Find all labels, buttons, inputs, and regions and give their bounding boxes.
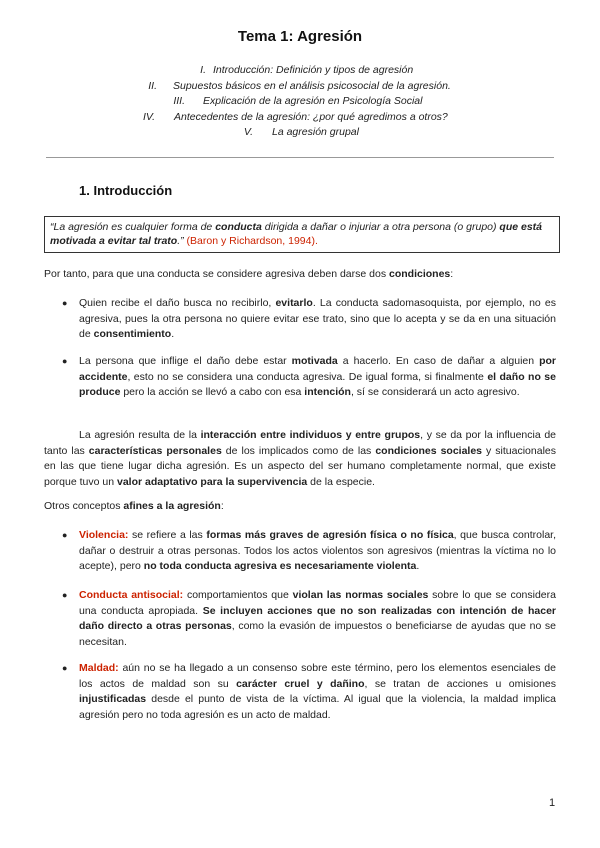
toc-item-number: III.	[173, 95, 185, 107]
bullet-conducta-antisocial: ● Conducta antisocial: comportamientos que violan las normas sociales sobre lo que se considera una conducta apropiada. Se incluyen acciones que no son realizadas con intención de hacer daño directo a otras personas, como la evasión de impuestos o beneficiarse de ayudas que no se necesitan.	[62, 589, 557, 648]
bullet-violencia: ● Violencia: se refiere a las formas más graves de agresión física o no física, que busca controlar, dañar o destruir a otras personas. Todos los actos violentos son agresivos (mientras la víctima no lo acepte), pero no toda conducta agresiva es necesariamente violenta.	[62, 529, 556, 572]
toc-item-number: II.	[148, 79, 157, 92]
term-label: Maldad:	[79, 662, 119, 674]
toc-item-number: V.	[243, 126, 253, 138]
bullet-motivation: ● La persona que inflige el daño debe estar motivada a hacerlo. En caso de dañar a alguien por accidente, esto no se considera una conducta agresiva. De igual forma, si finalmente el daño no se produce pero la acción se llevó a cabo con esa intención, sí se considerará un acto agresivo.	[62, 355, 556, 398]
toc-item-number: I.	[200, 64, 206, 76]
page-number: 1	[549, 797, 556, 809]
toc-item	[0, 63, 600, 79]
bullet-dot-icon: ●	[62, 356, 68, 366]
definition-quote-box: “La agresión es cualquier forma de conducta dirigida a dañar o injuriar a otra persona (o grupo) que está motivada a evitar tal trato.” (Baron y Richardson, 1994).	[44, 216, 560, 253]
bullet-dot-icon: ●	[62, 530, 68, 540]
toc-item-text: Supuestos básicos en el análisis psicosocial de la agresión.	[173, 79, 451, 92]
toc-item-text: Explicación de la agresión en Psicología Social	[203, 95, 423, 107]
paragraph-interaction: La agresión resulta de la interacción entre individuos y entre grupos, y se da por la influencia de tanto las características personales de los implicados como de las condiciones sociales y situacionales en las que tiene lugar dicha agresión. Es un aspecto del ser humano completamente normal, que existe porque tuvo un valor adaptativo para la supervivencia de la especie.	[44, 429, 556, 488]
toc-item-number: IV.	[142, 110, 155, 123]
toc-item-text: Introducción: Definición y tipos de agresión	[213, 64, 414, 76]
paragraph-related-concepts: Otros conceptos afines a la agresión:	[44, 500, 224, 512]
toc-item	[0, 125, 600, 141]
bullet-dot-icon: ●	[62, 590, 68, 600]
horizontal-divider	[46, 157, 554, 158]
term-label: Conducta antisocial:	[79, 589, 184, 601]
toc-item-text: La agresión grupal	[272, 126, 359, 138]
toc-item	[0, 94, 600, 110]
document-title: Tema 1: Agresión	[237, 28, 363, 45]
toc-item	[0, 79, 600, 95]
section-heading: 1. Introducción	[79, 183, 173, 198]
paragraph-conditions: Por tanto, para que una conducta se considere agresiva deben darse dos condiciones:	[44, 268, 454, 280]
bullet-maldad: ● Maldad: aún no se ha llegado a un consenso sobre este término, pero los elementos esenciales de los actos de maldad son su carácter cruel y dañino, se tratan de acciones u omisiones injustificadas desde el punto de vista de la víctima. Al igual que la violencia, la maldad implica agresión pero no toda agresión es un acto de maldad.	[62, 662, 556, 721]
toc-item	[0, 110, 600, 126]
term-label: Violencia:	[79, 529, 129, 541]
toc-item-text: Antecedentes de la agresión: ¿por qué agredimos a otros?	[174, 110, 448, 123]
bullet-dot-icon: ●	[62, 298, 68, 308]
bullet-avoidance: ● Quien recibe el daño busca no recibirlo, evitarlo. La conducta sadomasoquista, por ejemplo, no es agresiva, pues la otra persona no quiere evitar ese trato, sino que lo acepta y se da en una situación de consentimiento.	[62, 297, 556, 340]
quote-citation: (Baron y Richardson, 1994).	[183, 235, 318, 247]
table-of-contents	[0, 63, 600, 141]
bullet-dot-icon: ●	[62, 663, 68, 673]
